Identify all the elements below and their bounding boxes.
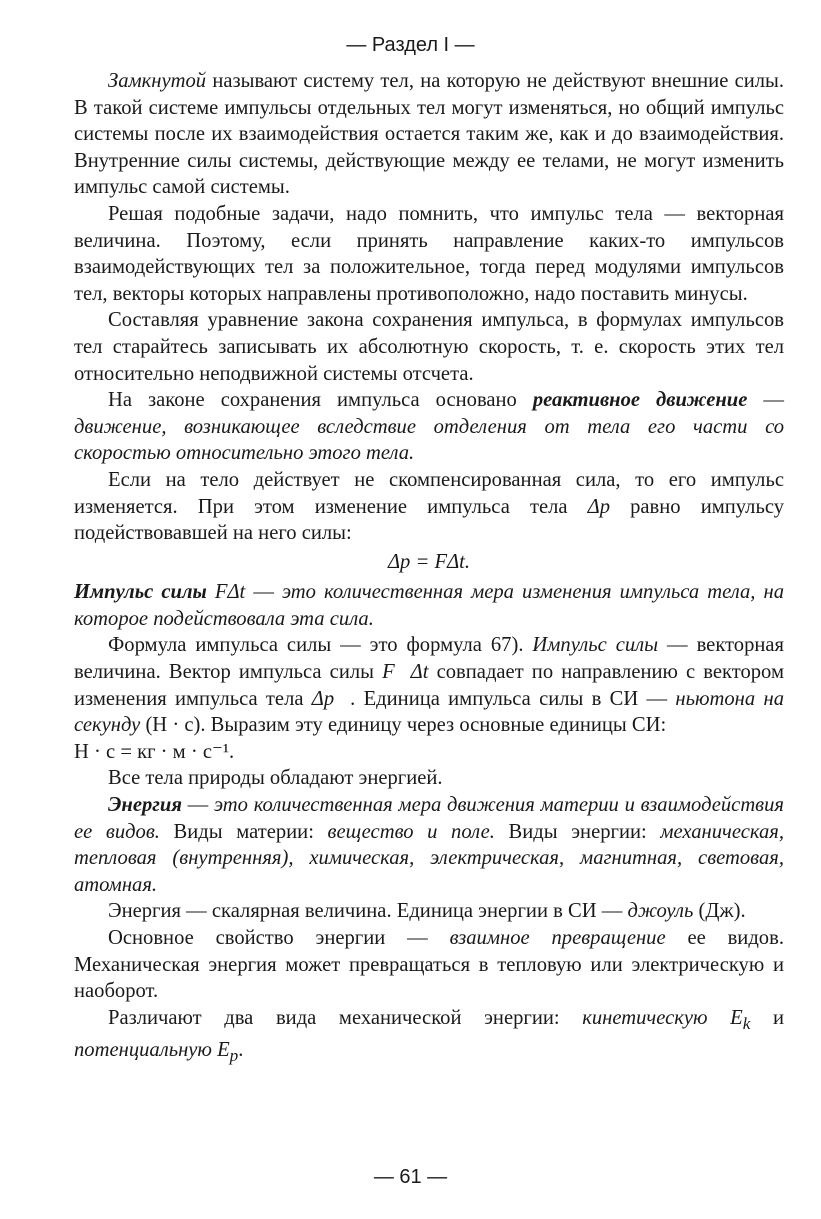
formula-momentum-impulse: Δp = FΔt. <box>387 550 471 573</box>
text-run: Виды энергии: <box>494 820 661 843</box>
paragraph-absolute-speed <box>74 307 784 387</box>
paragraph-closed-system <box>74 68 784 201</box>
text-run: ее видов. Механическая энергия может превращаться в тепловую или электрическую и наоборот. <box>74 927 784 1003</box>
text-run: Виды материи: <box>159 820 328 843</box>
text-run: . Единица импульса силы в СИ — <box>350 687 676 710</box>
text-run: вещество и поле. <box>327 820 495 843</box>
text-run: Формула импульса силы — это формула 67). <box>108 634 533 657</box>
text-run: движение, возникающее вследствие отделения от тела его части со скоростью относительно этого тела. <box>74 415 784 465</box>
text-run: Δp⃗ <box>311 687 351 710</box>
paragraph-momentum-change <box>74 467 784 547</box>
paragraph-vector-note <box>74 201 784 307</box>
text-run: . <box>238 1039 244 1062</box>
text-run: F⃗Δt <box>382 661 429 684</box>
text-run: взаимное превращение <box>449 927 666 949</box>
text-run: p <box>229 1046 239 1066</box>
paragraph-energy-definition <box>74 792 784 898</box>
text-run: совпадает по направлению с вектором изменения импульса тела <box>74 661 784 710</box>
text-run: кинетическую E <box>582 1006 743 1029</box>
page-number: — 61 — <box>373 1166 448 1188</box>
text-run: FΔt <box>206 581 246 604</box>
text-run: Решая подобные задачи, надо помнить, что импульс тела — векторная величина. Поэтому, если принять направление каких-то импульсов взаимодействующих тел за положительное, тогда перед модулями импульсов тел, векторы которых направлены противоположно, надо поставить минусы. <box>74 202 784 305</box>
running-head: — Раздел I — <box>346 34 475 56</box>
text-run: Составляя уравнение закона сохранения импульса, в формулах импульсов тел старайтесь записывать их абсолютную скорость, т. е. скорость этих тел относительно неподвижной системы отсчета. <box>74 309 784 385</box>
text-run: механическая, тепловая (внутренняя), химическая, электрическая, магнитная, световая, атомная. <box>74 820 785 896</box>
text-run: Энергия <box>108 794 182 817</box>
text-run: — <box>245 581 282 604</box>
text-run: Н · с = кг · м · с⁻¹. <box>74 740 235 763</box>
page-body <box>74 68 784 1070</box>
text-run: Если на тело действует не скомпенсированная сила, то его импульс изменяется. При этом изменение импульса тела <box>74 468 784 518</box>
paragraph-unit-expression <box>74 739 784 766</box>
text-run: Основное свойство энергии — <box>108 927 450 949</box>
text-run: называют систему тел, на которую не действуют внешние силы. В такой системе импульсы отдельных тел могут изменяться, но общий импульс системы после их взаимодействия остается таким же, как и до взаимодействия. Внутренние силы системы, действующие между ее телами, не могут изменить импульс самой системы. <box>74 70 784 199</box>
paragraph-energy-unit <box>74 898 784 925</box>
text-run: равно импульсу подействовавшей на него силы: <box>74 495 785 545</box>
text-run: — <box>181 794 214 817</box>
paragraph-impulse-definition <box>74 579 784 632</box>
text-run: Δp <box>587 495 611 518</box>
paragraph-energy-transform <box>74 925 784 1005</box>
text-run: это количественная мера изменения импульса тела, на которое подействовала эта сила. <box>74 581 785 630</box>
text-run: Замкнутой <box>108 70 207 92</box>
paragraph-mechanical-energy <box>74 1005 784 1070</box>
paragraph-impulse-vector <box>74 632 784 738</box>
text-run: это количественная мера движения материи и взаимодействия ее видов. <box>74 794 784 843</box>
paragraph-reactive-motion <box>74 387 784 467</box>
text-run: потенциальную E <box>74 1039 230 1062</box>
text-run: На законе сохранения импульса основано <box>108 389 533 412</box>
text-run: (Дж). <box>693 900 746 923</box>
text-run: Импульс силы <box>532 634 659 657</box>
text-run: Энергия — скалярная величина. Единица энергии в СИ — <box>108 900 628 923</box>
text-run: Различают два вида механической энергии: <box>108 1006 583 1029</box>
text-run: — векторная величина. Вектор импульса силы <box>74 634 785 684</box>
text-run: и <box>750 1006 784 1029</box>
text-run: джоуль <box>627 900 694 923</box>
text-run: — <box>747 389 784 412</box>
text-run: Импульс силы <box>74 581 207 604</box>
text-run: (Н · с). Выразим эту единицу через основные единицы СИ: <box>140 714 667 737</box>
text-run: ньютона на секунду <box>74 687 784 737</box>
paragraph-energy-intro <box>74 765 784 792</box>
text-run: k <box>742 1013 751 1033</box>
text-run: Все тела природы обладают энергией. <box>108 767 443 790</box>
text-run: реактивное движение <box>532 389 748 412</box>
